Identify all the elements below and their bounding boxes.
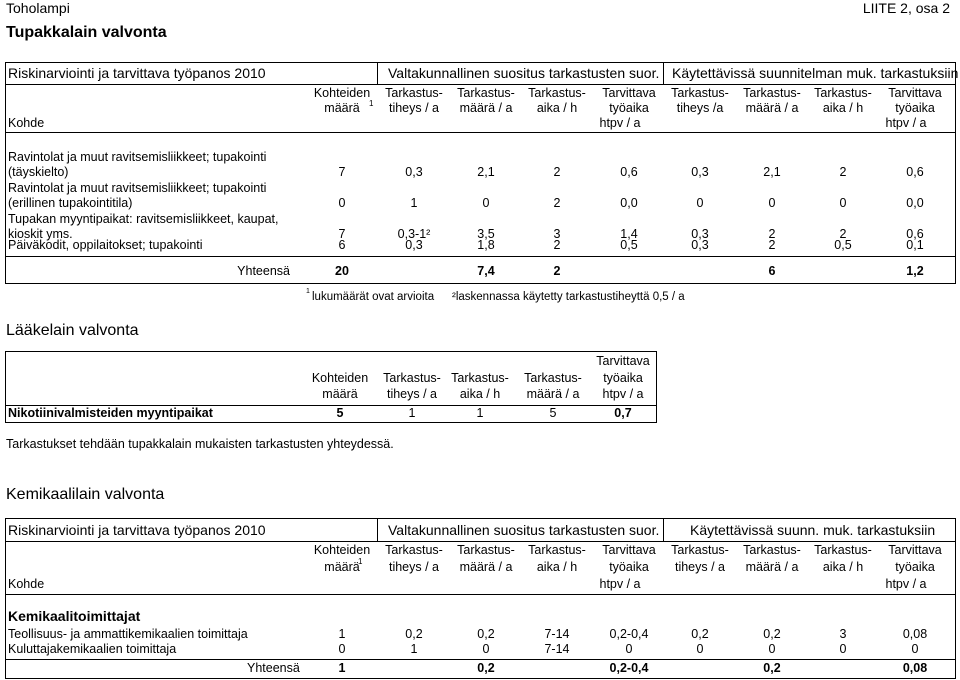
laake-h0: Tarvittava (596, 354, 650, 368)
tupakka-row-2-val-6: 2 (768, 227, 776, 241)
footnote-2: ²laskennassa käytetty tarkastustiheyttä 0,5 / a (452, 291, 685, 303)
tupakka-row-0-val-0: 7 (338, 165, 346, 179)
kemikaali-row-0-val-3: 7-14 (544, 627, 570, 641)
laake-h1-2: Tarkastus- (451, 371, 509, 385)
kemikaali-bar-left: Riskinarviointi ja tarvittava työpanos 2010 (8, 522, 266, 538)
tupakka-row-2-val-7: 2 (839, 227, 847, 241)
kemikaali-row-1-val-6: 0 (768, 642, 776, 656)
tupakka-col-h1-0: Kohteiden (313, 86, 371, 100)
kemikaali-col-h1-2: Tarkastus- (457, 543, 515, 557)
tupakka-row-2-val-4: 1,4 (620, 227, 638, 241)
tupakka-col-h1-8: Tarvittava (888, 86, 942, 100)
tupakka-row-2-val-8: 0,6 (906, 227, 924, 241)
tupakka-row-1-val-2: 0 (482, 196, 490, 210)
kemikaali-row-1-val-3: 7-14 (544, 642, 570, 656)
laake-h1-4: työaika (603, 371, 643, 385)
tupakka-col-h1-5: Tarkastus- (671, 86, 729, 100)
tupakka-row-2-val-3: 3 (553, 227, 561, 241)
tupakka-row-0-val-7: 2 (839, 165, 847, 179)
tupakka-htpv-2: htpv / a (885, 116, 927, 130)
kemikaali-kohde-label: Kohde (8, 577, 45, 591)
kemikaali-col-h1-1: Tarkastus- (385, 543, 443, 557)
tupakka-row-0-val-5: 0,3 (691, 165, 709, 179)
tupakka-col-h2-8: työaika (895, 101, 935, 115)
tupakka-htpv-1: htpv / a (599, 116, 641, 130)
tupakka-total-val-2: 7,4 (477, 264, 495, 278)
kemikaali-group: Kemikaalitoimittajat (8, 608, 141, 624)
kemikaali-col-h1-3: Tarkastus- (528, 543, 586, 557)
kemikaali-col-h1-4: Tarvittava (602, 543, 656, 557)
tupakka-row-1-val-5: 0 (696, 196, 704, 210)
kemikaali-maara-sup: 1 (358, 557, 363, 566)
tupakka-row-1-val-1: 1 (410, 196, 418, 210)
kemikaali-row-0-val-0: 1 (338, 627, 346, 641)
tupakka-row-0-val-1: 0,3 (405, 165, 423, 179)
kemikaali-row-1-val-7: 0 (839, 642, 847, 656)
tupakka-row-3-val-3: 2 (553, 238, 561, 252)
tupakka-kohde-label: Kohde (8, 116, 45, 130)
tupakka-row-2-val-5: 0,3 (691, 227, 709, 241)
kemikaali-htpv-2: htpv / a (885, 577, 927, 591)
tupakka-row-3-val-8: 0,1 (906, 238, 924, 252)
tupakka-row-1-val-3: 2 (553, 196, 561, 210)
tupakka-col-h2-2: määrä / a (459, 101, 513, 115)
tupakka-row-2-val-1: 0,3-1² (397, 227, 431, 241)
tupakka-col-h1-6: Tarkastus- (743, 86, 801, 100)
kemikaali-total-val-4: 0,08 (902, 661, 928, 675)
tupakka-col-h2-6: määrä / a (745, 101, 799, 115)
kemikaali-row-0-val-8: 0,08 (902, 627, 928, 641)
kemikaali-col-h2-5: tiheys / a (674, 560, 726, 574)
laake-title: Lääkelain valvonta (6, 322, 139, 339)
tupakka-row-2-label-1: Tupakan myyntipaikat: ravitsemisliikkeet, kaupat, (8, 212, 279, 226)
kemikaali-title: Kemikaalilain valvonta (6, 486, 165, 503)
kemikaali-bar-right: Käytettävissä suunn. muk. tarkastuksiin (690, 522, 936, 538)
tupakka-col-h1-2: Tarkastus- (457, 86, 515, 100)
kemikaali-col-h1-5: Tarkastus- (671, 543, 729, 557)
kemikaali-col-h1-6: Tarkastus- (743, 543, 801, 557)
tupakka-col-h1-3: Tarkastus- (528, 86, 586, 100)
tupakka-row-2-val-0: 7 (338, 227, 346, 241)
kemikaali-row-1-val-8: 0 (911, 642, 919, 656)
kemikaali-col-h1-8: Tarvittava (888, 543, 942, 557)
kemikaali-row-0-label: Teollisuus- ja ammattikemikaalien toimittaja (8, 627, 248, 641)
kemikaali-row-1-val-5: 0 (696, 642, 704, 656)
tupakka-row-3-label-2: Päiväkodit, oppilaitokset; tupakointi (8, 238, 203, 252)
kemikaali-bar-middle: Valtakunnallinen suositus tarkastusten suor. (388, 522, 660, 538)
tupakka-row-1-label-1: Ravintolat ja muut ravitsemisliikkeet; tupakointi (8, 181, 267, 195)
laake-h2-2: aika / h (459, 387, 501, 401)
laake-row-val-2: 1 (476, 406, 484, 420)
tupakka-row-2-val-2: 3,5 (477, 227, 495, 241)
tupakka-row-1-val-6: 0 (768, 196, 776, 210)
tupakka-row-3-val-1: 0,3 (405, 238, 423, 252)
kemikaali-total-val-1: 0,2 (477, 661, 495, 675)
kemikaali-htpv-1: htpv / a (599, 577, 641, 591)
kemikaali-row-0-val-6: 0,2 (763, 627, 781, 641)
laake-h2-1: tiheys / a (386, 387, 438, 401)
tupakka-total-val-0: 20 (335, 264, 349, 278)
tupakka-bar-left: Riskinarviointi ja tarvittava työpanos 2010 (8, 65, 266, 81)
kemikaali-col-h2-1: tiheys / a (388, 560, 440, 574)
tupakka-col-h1-7: Tarkastus- (814, 86, 872, 100)
tupakka-row-1-val-4: 0,0 (620, 196, 638, 210)
tupakka-bar-right: Käytettävissä suunnitelman muk. tarkastuksiin (672, 65, 959, 81)
laake-note: Tarkastukset tehdään tupakkalain mukaisten tarkastusten yhteydessä. (6, 437, 394, 451)
laake-row-val-0: 5 (336, 406, 344, 420)
laake-row-val-3: 5 (549, 406, 557, 420)
tupakka-total-val-6: 1,2 (906, 264, 924, 278)
tupakka-row-1-val-8: 0,0 (906, 196, 924, 210)
laake-row-label: Nikotiinivalmisteiden myyntipaikat (8, 406, 213, 420)
kemikaali-row-1-val-1: 1 (410, 642, 418, 656)
laake-h1-1: Tarkastus- (383, 371, 441, 385)
tupakka-total-val-5: 6 (768, 264, 776, 278)
kemikaali-row-0-val-7: 3 (839, 627, 847, 641)
laake-h1-3: Tarkastus- (524, 371, 582, 385)
kemikaali-row-1-val-4: 0 (625, 642, 633, 656)
footnote-sup: 1 (306, 288, 310, 295)
tupakka-row-3-val-6: 2 (768, 238, 776, 252)
kemikaali-row-0-val-1: 0,2 (405, 627, 423, 641)
kemikaali-col-h2-2: määrä / a (459, 560, 513, 574)
tupakka-row-0-val-8: 0,6 (906, 165, 924, 179)
tupakka-col-h2-3: aika / h (536, 101, 578, 115)
tupakka-row-0-val-4: 0,6 (620, 165, 638, 179)
kemikaali-col-h1-7: Tarkastus- (814, 543, 872, 557)
tupakka-col-h2-0: määrä (324, 101, 360, 115)
laake-h1-0: Kohteiden (311, 371, 369, 385)
kemikaali-col-h2-6: määrä / a (745, 560, 799, 574)
header-left: Toholampi (6, 0, 70, 16)
tupakka-maara-sup: 1 (369, 99, 374, 108)
kemikaali-col-h2-0: määrä (324, 560, 360, 574)
kemikaali-total-val-2: 0,2-0,4 (609, 661, 649, 675)
tupakka-col-h2-1: tiheys / a (388, 101, 440, 115)
tupakka-row-0-val-2: 2,1 (477, 165, 495, 179)
tupakka-row-3-val-0: 6 (338, 238, 346, 252)
tupakka-row-3-val-5: 0,3 (691, 238, 709, 252)
kemikaali-col-h2-7: aika / h (822, 560, 864, 574)
kemikaali-row-0-val-2: 0,2 (477, 627, 495, 641)
tupakka-row-1-val-7: 0 (839, 196, 847, 210)
kemikaali-total-val-0: 1 (338, 661, 346, 675)
kemikaali-row-1-label: Kuluttajakemikaalien toimittaja (8, 642, 177, 656)
tupakka-total-val-3: 2 (553, 264, 561, 278)
kemikaali-col-h2-4: työaika (609, 560, 649, 574)
kemikaali-row-1-val-0: 0 (338, 642, 346, 656)
tupakka-row-1-val-0: 0 (338, 196, 346, 210)
tupakka-row-3-val-4: 0,5 (620, 238, 638, 252)
laake-h2-3: määrä / a (526, 387, 580, 401)
tupakka-row-0-label-2: (täyskielto) (8, 165, 69, 179)
tupakka-row-0-val-3: 2 (553, 165, 561, 179)
kemikaali-total-label: Yhteensä (247, 661, 300, 675)
tupakka-row-0-val-6: 2,1 (763, 165, 781, 179)
tupakka-bar-middle: Valtakunnallinen suositus tarkastusten suor. (388, 65, 660, 81)
tupakka-row-0-label-1: Ravintolat ja muut ravitsemisliikkeet; tupakointi (8, 150, 267, 164)
tupakka-col-h1-4: Tarvittava (602, 86, 656, 100)
tupakka-title: Tupakkalain valvonta (6, 24, 167, 41)
kemikaali-total-val-3: 0,2 (763, 661, 781, 675)
tupakka-total-label: Yhteensä (237, 264, 290, 278)
tupakka-col-h2-7: aika / h (822, 101, 864, 115)
kemikaali-row-0-val-5: 0,2 (691, 627, 709, 641)
footnote-1: lukumäärät ovat arvioita (312, 291, 435, 303)
tupakka-row-2-label-2: kioskit yms. (8, 227, 73, 241)
kemikaali-col-h2-3: aika / h (536, 560, 578, 574)
kemikaali-row-0-val-4: 0,2-0,4 (609, 627, 649, 641)
tupakka-col-h1-1: Tarkastus- (385, 86, 443, 100)
tupakka-col-h2-5: tiheys /a (676, 101, 724, 115)
kemikaali-row-1-val-2: 0 (482, 642, 490, 656)
tupakka-row-3-val-7: 0,5 (834, 238, 852, 252)
header-right: LIITE 2, osa 2 (862, 0, 950, 16)
laake-row-val-4: 0,7 (614, 406, 632, 420)
tupakka-row-3-val-2: 1,8 (477, 238, 495, 252)
tupakka-col-h2-4: työaika (609, 101, 649, 115)
laake-row-val-1: 1 (408, 406, 416, 420)
laake-h2-0: määrä (322, 387, 358, 401)
tupakka-row-1-label-2: (erillinen tupakointitila) (8, 196, 133, 210)
kemikaali-col-h2-8: työaika (895, 560, 935, 574)
kemikaali-col-h1-0: Kohteiden (313, 543, 371, 557)
laake-h2-4: htpv / a (602, 387, 644, 401)
